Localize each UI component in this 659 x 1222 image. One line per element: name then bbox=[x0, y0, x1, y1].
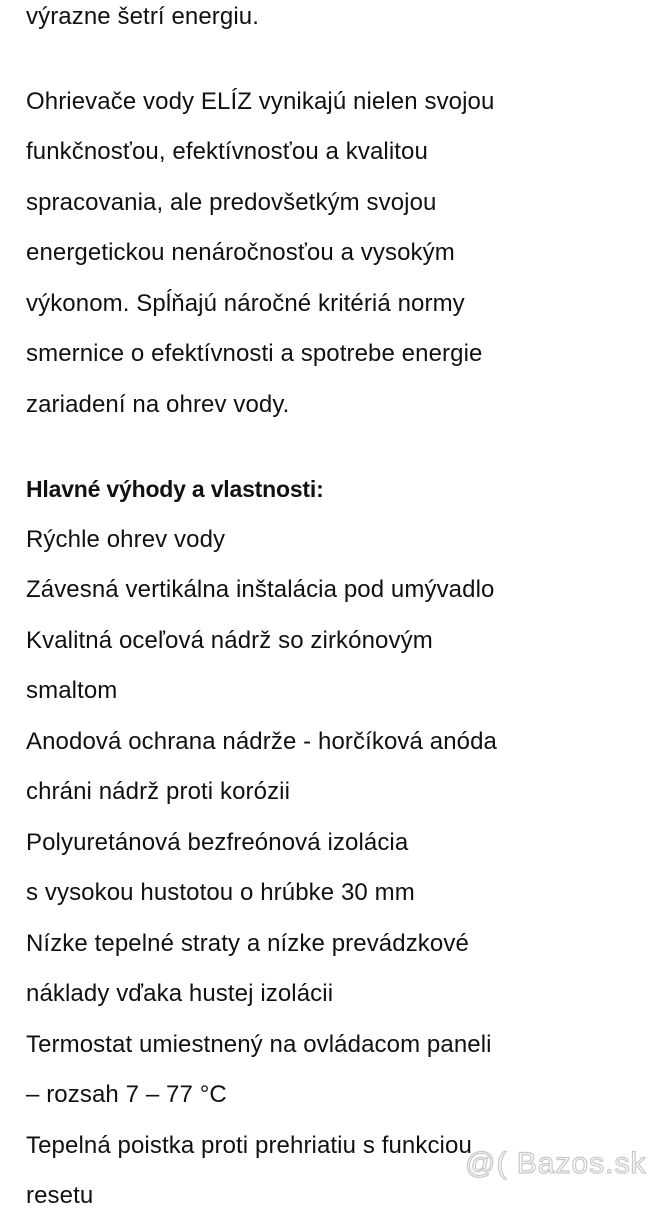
text-line: smernice o efektívnosti a spotrebe energie bbox=[26, 340, 483, 367]
text-line: zariadení na ohrev vody. bbox=[26, 390, 290, 418]
text-line: funkčnosťou, efektívnosťou a kvalitou bbox=[26, 138, 428, 165]
paragraph-spacer bbox=[26, 430, 646, 464]
feature-line: Rýchle ohrev vody bbox=[26, 525, 226, 553]
paragraph-eliz-description bbox=[26, 77, 646, 431]
feature-line: Polyuretánová bezfreónová izolácia bbox=[26, 828, 409, 856]
feature-line: Tepelná poistka proti prehriatiu s funkciou bbox=[26, 1131, 472, 1159]
paragraph-energy-intro bbox=[26, 0, 646, 43]
feature-line: – rozsah 7 – 77 °C bbox=[26, 1081, 227, 1108]
feature-line: chráni nádrž proti korózii bbox=[26, 778, 291, 805]
text-line: spracovania, ale predovšetkým svojou bbox=[26, 188, 437, 216]
feature-line: Nízke tepelné straty a nízke prevádzkové bbox=[26, 929, 469, 957]
features-heading: Hlavné výhody a vlastnosti: bbox=[26, 476, 324, 502]
document-body bbox=[26, 0, 646, 1222]
text-line: energetickou nenáročnosťou a vysokým bbox=[26, 239, 455, 266]
feature-line: smaltom bbox=[26, 677, 118, 704]
bazos-watermark: @( Bazos.sk bbox=[465, 1147, 647, 1180]
feature-line: Anodová ochrana nádrže - horčíková anóda bbox=[26, 727, 497, 755]
feature-line: náklady vďaka hustej izolácii bbox=[26, 980, 334, 1007]
text-line: výkonom. Spĺňajú náročné kritériá normy bbox=[26, 289, 465, 317]
feature-line: s vysokou hustotou o hrúbke 30 mm bbox=[26, 879, 415, 906]
feature-line: resetu bbox=[26, 1182, 94, 1209]
feature-line: Termostat umiestnený na ovládacom paneli bbox=[26, 1030, 492, 1058]
text-line: výrazne šetrí energiu. bbox=[26, 3, 259, 30]
text-line: Ohrievače vody ELÍZ vynikajú nielen svojou bbox=[26, 87, 495, 115]
feature-line: Závesná vertikálna inštalácia pod umývadlo bbox=[26, 576, 495, 603]
feature-line: Kvalitná oceľová nádrž so zirkónovým bbox=[26, 626, 433, 654]
features-section bbox=[26, 464, 646, 1222]
paragraph-spacer bbox=[26, 43, 646, 77]
